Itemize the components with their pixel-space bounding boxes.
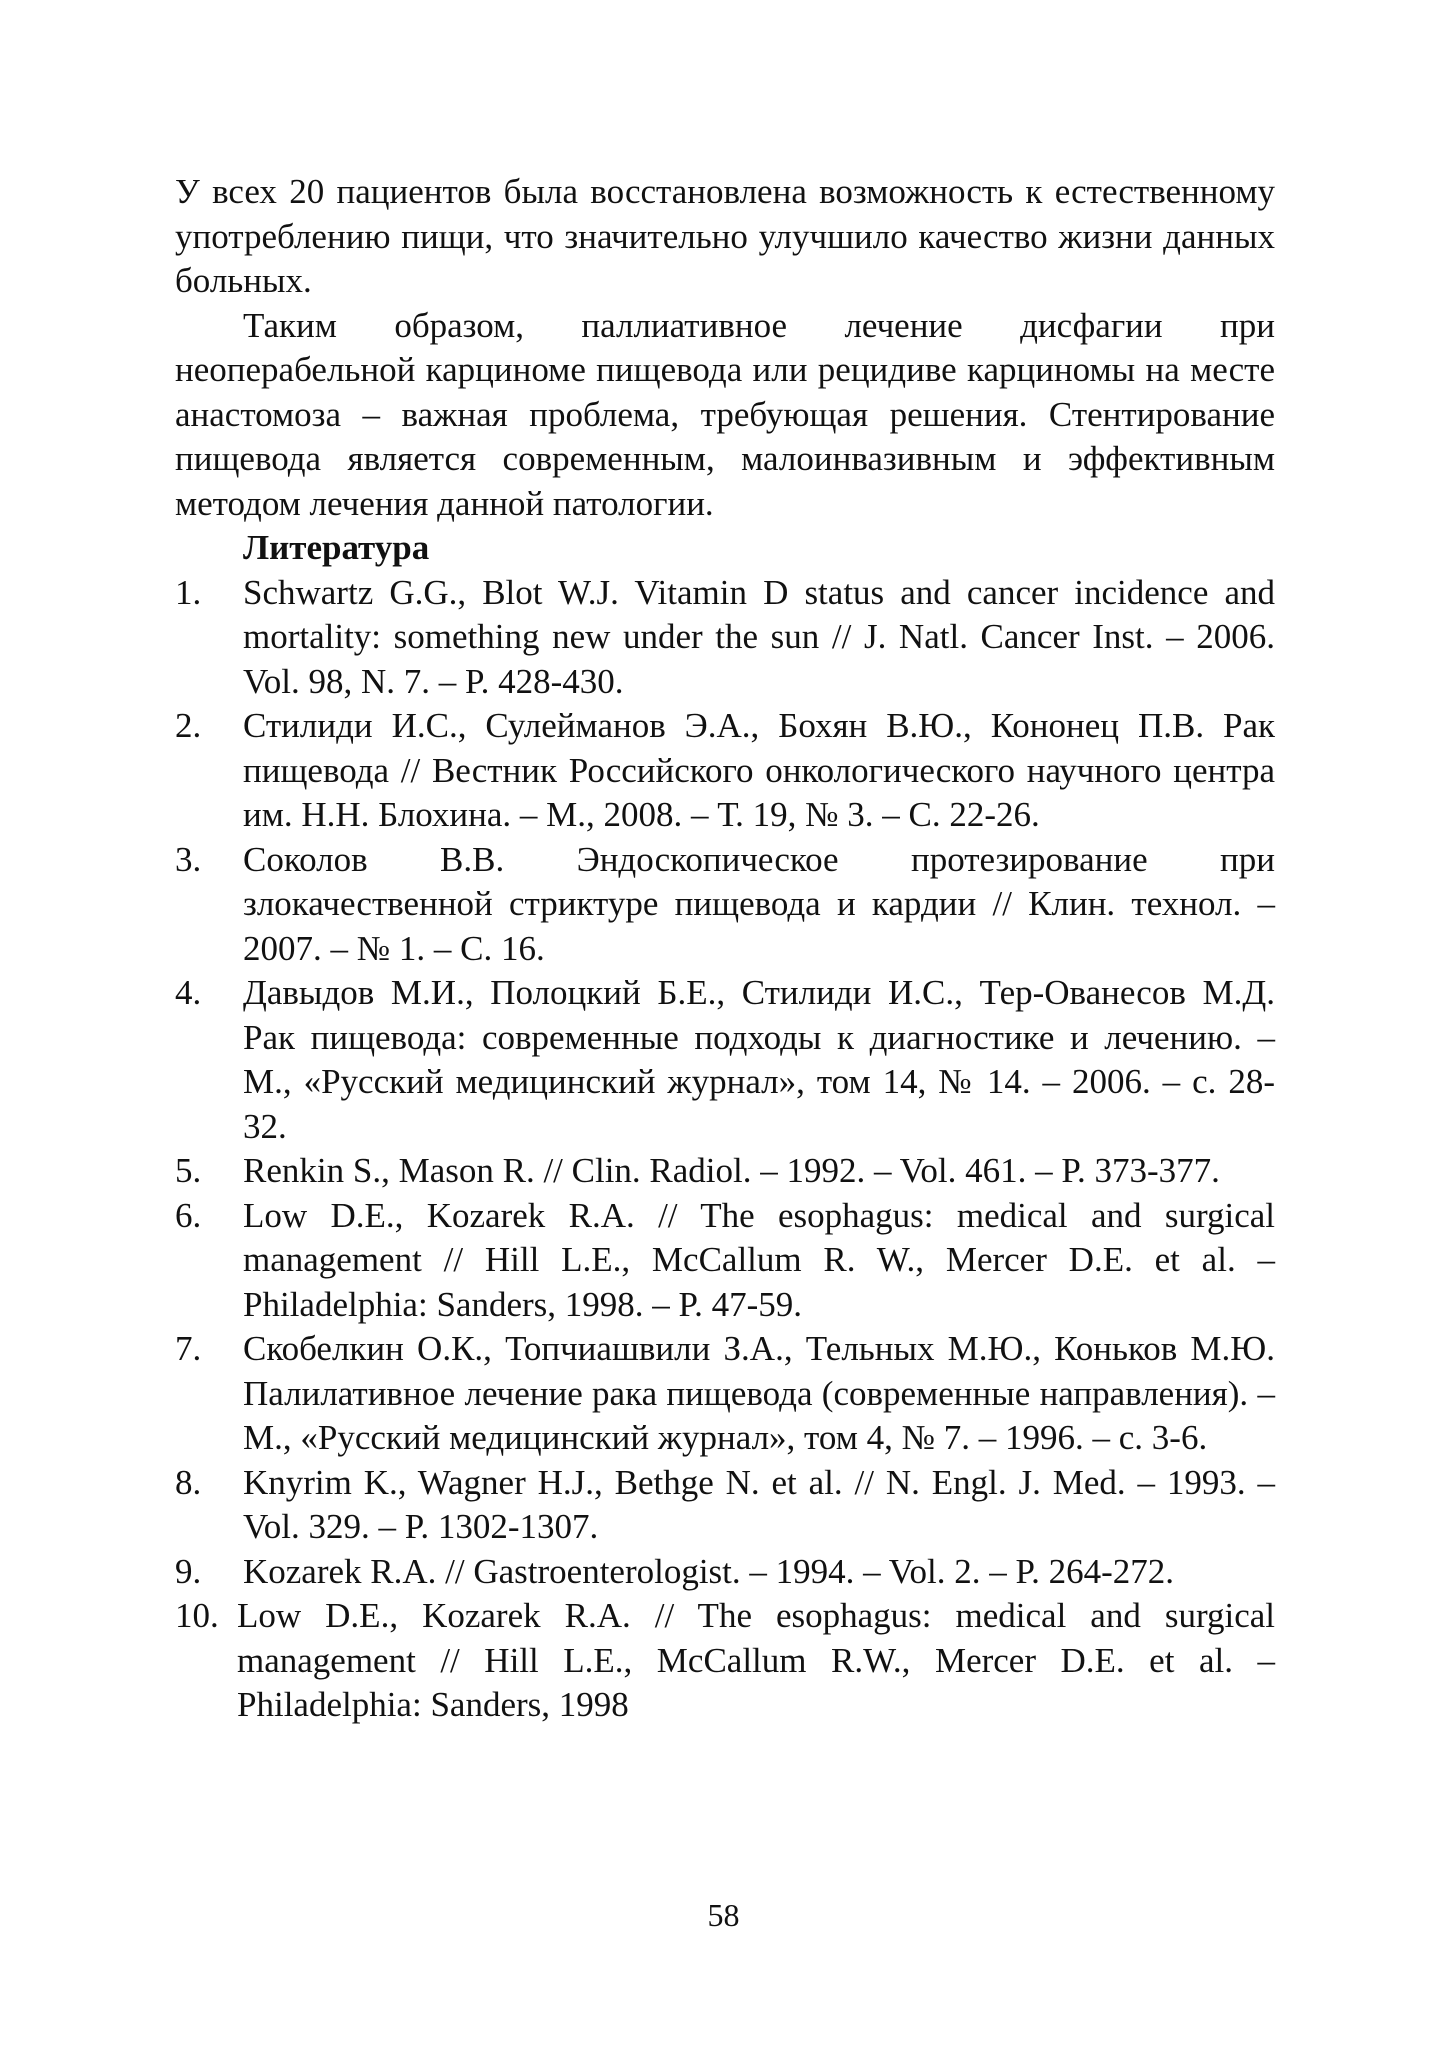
reference-text: Schwartz G.G., Blot W.J. Vitamin D status and cancer incidence and mortality: something new under the sun // J. Natl. Cancer Inst. – 2006. Vol. 98, N. 7. – P. 428-430. (243, 572, 1275, 701)
reference-number: 5. (175, 1151, 202, 1190)
reference-text: Low D.E., Kozarek R.A. // The esophagus: medical and surgical management // Hill L.E., McCallum R. W., Mercer D.E. et al. – Philadelphia: Sanders, 1998. – P. 47-59. (243, 1195, 1275, 1324)
reference-item (175, 1461, 1275, 1550)
reference-item (175, 838, 1275, 972)
reference-text: Давыдов М.И., Полоцкий Б.Е., Стилиди И.С., Тер-Ованесов М.Д. Рак пищевода: современные подходы к диагностике и лечению. – М., «Русский медицинский журнал», том 14, № 14. – 2006. – с. 28-32. (243, 973, 1275, 1146)
document-page (175, 170, 1275, 1728)
body-paragraph: Таким образом, паллиативное лечение дисфагии при неоперабельной карциноме пищевода или рецидиве карциномы на месте анастомоза – важная проблема, требующая решения. Стентирование пищевода является современным, малоинвазивным и эффективным методом лечения данной патологии. (175, 305, 1275, 523)
references-list (175, 571, 1275, 1728)
body-paragraph: У всех 20 пациентов была восстановлена возможность к естественному употреблению пищи, что значительно улучшило качество жизни данных больных. (175, 172, 1275, 300)
reference-text: Renkin S., Mason R. // Clin. Radiol. – 1992. – Vol. 461. – P. 373-377. (243, 1151, 1220, 1190)
reference-number: 7. (175, 1329, 202, 1368)
reference-item (175, 704, 1275, 838)
page-number: 58 (707, 1897, 740, 1933)
reference-item (175, 571, 1275, 705)
reference-number: 6. (175, 1195, 202, 1235)
reference-number: 10. (175, 1596, 219, 1635)
reference-number: 3. (175, 839, 202, 879)
reference-number: 8. (175, 1462, 202, 1502)
reference-text: Стилиди И.С., Сулейманов Э.А., Бохян В.Ю., Кононец П.В. Рак пищевода // Вестник Российского онкологического научного центра им. Н.Н. Блохина. – М., 2008. – Т. 19, № 3. – С. 22-26. (243, 706, 1275, 834)
reference-text: Low D.E., Kozarek R.A. // The esophagus: medical and surgical management // Hill L.E., McCallum R.W., Mercer D.E. et al. – Philadelphia: Sanders, 1998 (237, 1596, 1275, 1724)
reference-number: 4. (175, 973, 202, 1012)
reference-item (175, 1550, 1275, 1595)
reference-text: Knyrim K., Wagner H.J., Bethge N. et al. // N. Engl. J. Med. – 1993. – Vol. 329. – P. 1302-1307. (243, 1462, 1275, 1546)
reference-item (175, 971, 1275, 1149)
reference-number: 9. (175, 1551, 202, 1591)
reference-number: 1. (175, 572, 202, 612)
reference-item (175, 1149, 1275, 1194)
reference-text: Скобелкин О.К., Топчиашвили З.А., Тельных М.Ю., Коньков М.Ю. Палилативное лечение рака пищевода (современные направления). – М., «Русский медицинский журнал», том 4, № 7. – 1996. – с. 3-6. (243, 1329, 1275, 1457)
references-heading: Литература (243, 528, 430, 567)
reference-item (175, 1594, 1275, 1728)
reference-text: Kozarek R.A. // Gastroenterologist. – 1994. – Vol. 2. – P. 264-272. (243, 1551, 1175, 1591)
reference-item (175, 1194, 1275, 1328)
reference-number: 2. (175, 706, 202, 745)
reference-text: Соколов В.В. Эндоскопическое протезирование при злокачественной стриктуре пищевода и кардии // Клин. технол. – 2007. – № 1. – С. 16. (243, 839, 1275, 968)
reference-item (175, 1327, 1275, 1461)
